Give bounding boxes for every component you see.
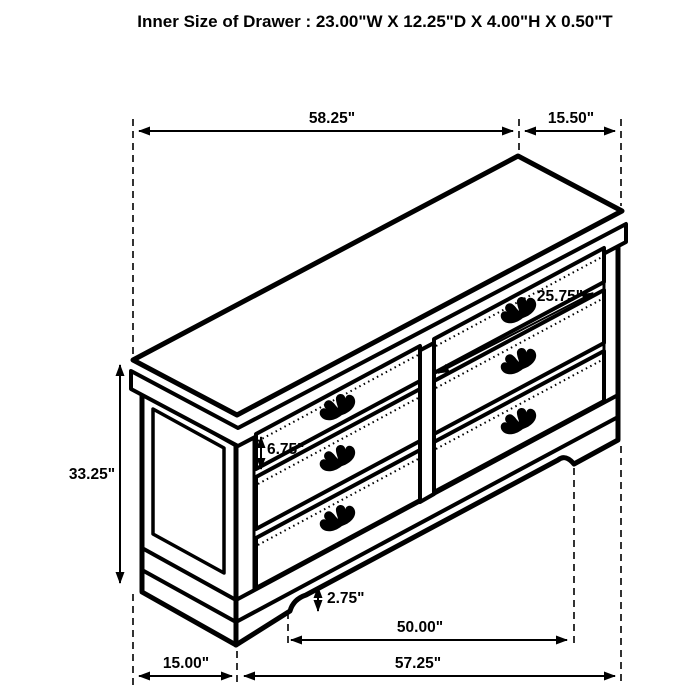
diagram-title: Inner Size of Drawer : 23.00"W X 12.25"D X 4.00"H X 0.50"T <box>137 12 613 31</box>
dim-label: 57.25" <box>394 655 442 672</box>
dim-label: 2.75" <box>327 590 365 607</box>
dim-label: 15.50" <box>547 110 595 127</box>
center-divider <box>420 339 434 502</box>
dim-label: 58.25" <box>308 110 356 127</box>
dim-label: 33.25" <box>68 466 116 483</box>
dim-label: 25.75" <box>536 288 584 305</box>
dim-label: 50.00" <box>396 619 444 636</box>
dim-label: 6.75" <box>267 441 305 458</box>
dim-label: 15.00" <box>162 655 210 672</box>
